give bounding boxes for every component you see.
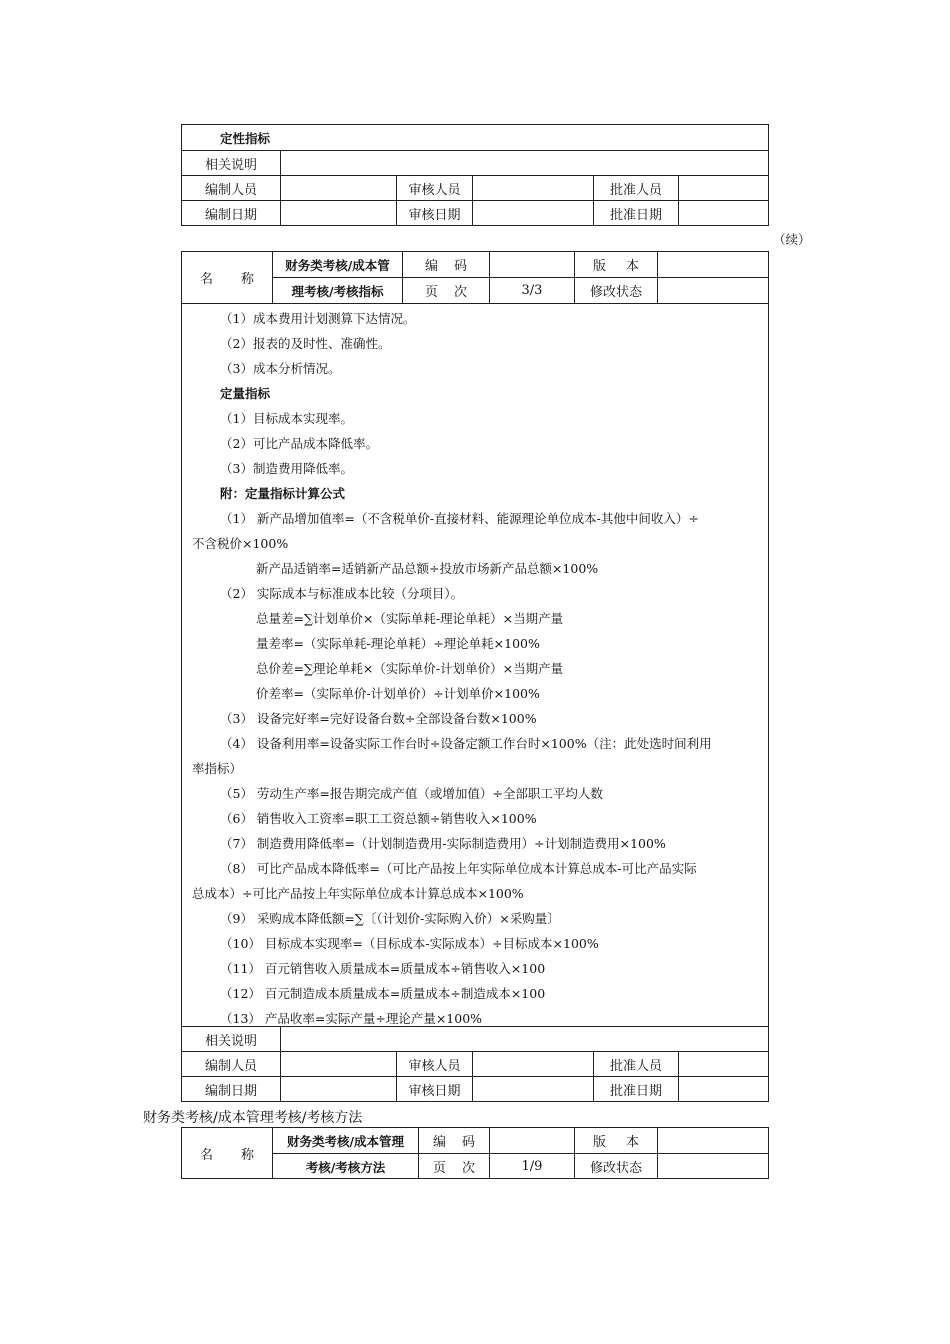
page-value: 1/9 [521, 1159, 543, 1174]
approver-label: 批准人员 [609, 183, 662, 198]
review-date-label: 审核日期 [408, 1084, 461, 1099]
edit-date-label: 编制日期 [204, 1084, 257, 1099]
qualitative-header: 定性指标 [220, 130, 271, 146]
content-line: （2）可比产品成本降低率。 [220, 436, 378, 451]
reviewer-label: 审核人员 [408, 183, 461, 198]
version-label-2: 本 [625, 1135, 639, 1150]
content-line: （7） 制造费用降低率=（计划制造费用-实际制造费用）÷计划制造费用×100% [220, 836, 666, 851]
editor-label: 编制人员 [204, 183, 257, 198]
code-label-1: 编 [433, 1135, 447, 1150]
content-line: （9） 采购成本降低额=∑〔（计划价-实际购入价）×采购量〕 [220, 911, 560, 926]
related-row [182, 1026, 768, 1052]
content-line: （13） 产品收率=实际产量÷理论产量×100% [220, 1011, 483, 1026]
content-line: （1）目标成本实现率。 [220, 411, 353, 426]
name-value-line1: 财务类考核/成本管 [285, 257, 390, 273]
continued-label: （续） [773, 232, 811, 247]
related-label: 相关说明 [204, 1034, 257, 1049]
editor-value[interactable] [280, 1052, 396, 1077]
revision-value[interactable] [657, 1154, 768, 1179]
content-line: （11） 百元销售收入质量成本=质量成本÷销售收入×100 [220, 961, 546, 976]
date-row [182, 1076, 768, 1102]
content-line: 不含税价×100% [192, 536, 289, 551]
related-label: 相关说明 [204, 158, 257, 173]
content-line: （10） 目标成本实现率=（目标成本-实际成本）÷目标成本×100% [220, 936, 599, 951]
content-line: 总成本）÷可比产品按上年实际单位成本计算总成本×100% [192, 886, 524, 901]
section-title: 财务类考核/成本管理考核/考核方法 [143, 1110, 363, 1126]
page-label-1: 页 [433, 1161, 447, 1176]
content-line: 率指标） [192, 761, 243, 776]
name-label-1: 名 [200, 272, 214, 287]
related-row [182, 150, 768, 176]
editor-value[interactable] [280, 176, 396, 201]
review-date-label: 审核日期 [408, 208, 461, 223]
top-table [181, 124, 769, 226]
version-value[interactable] [657, 252, 768, 277]
approve-date-label: 批准日期 [609, 1084, 662, 1099]
version-label-2: 本 [625, 259, 639, 274]
name-label-2: 称 [240, 1148, 254, 1163]
main-table [181, 251, 769, 1102]
name-value-line2: 考核/考核方法 [305, 1159, 386, 1175]
revision-value[interactable] [657, 278, 768, 303]
approver-value[interactable] [678, 1052, 768, 1077]
review-date-value[interactable] [472, 201, 593, 226]
content-line: （4） 设备利用率=设备实际工作台时÷设备定额工作台时×100%（注：此处选时间利用 [220, 736, 712, 751]
content-line: （8） 可比产品成本降低率=（可比产品按上年实际单位成本计算总成本-可比产品实际 [220, 861, 697, 876]
edit-date-value[interactable] [280, 1077, 396, 1102]
approve-date-label: 批准日期 [609, 208, 662, 223]
content-line: （1）成本费用计划测算下达情况。 [220, 311, 416, 326]
reviewer-value[interactable] [472, 1052, 593, 1077]
content-line: 价差率=（实际单价-计划单价）÷计划单价×100% [256, 686, 540, 701]
code-label-1: 编 [425, 259, 439, 274]
revision-label: 修改状态 [589, 285, 642, 300]
approver-value[interactable] [678, 176, 768, 201]
content-line: （3） 设备完好率=完好设备台数÷全部设备台数×100% [220, 711, 537, 726]
related-value[interactable] [280, 1027, 768, 1052]
content-line: （3）成本分析情况。 [220, 361, 341, 376]
header-row [182, 252, 768, 303]
related-value[interactable] [280, 151, 768, 176]
reviewer-value[interactable] [472, 176, 593, 201]
name-value-line2: 理考核/考核指标 [291, 283, 384, 299]
content-line: （5） 劳动生产率=报告期完成产值（或增加值）÷全部职工平均人数 [220, 786, 603, 801]
code-label-2: 码 [461, 1135, 475, 1150]
content-line: 量差率=（实际单耗-理论单耗）÷理论单耗×100% [256, 636, 540, 651]
revision-label: 修改状态 [589, 1161, 642, 1176]
edit-date-value[interactable] [280, 201, 396, 226]
quantitative-heading: 定量指标 [220, 386, 271, 401]
name-label-1: 名 [200, 1148, 214, 1163]
formula-heading: 附：定量指标计算公式 [220, 486, 346, 501]
version-label-1: 版 [593, 259, 607, 274]
content-line: （2）报表的及时性、准确性。 [220, 336, 391, 351]
editor-label: 编制人员 [204, 1059, 257, 1074]
content-line: 新产品适销率=适销新产品总额÷投放市场新产品总额×100% [256, 561, 599, 576]
content-area [182, 303, 768, 1027]
reviewer-label: 审核人员 [408, 1059, 461, 1074]
content-line: （2） 实际成本与标准成本比较（分项目）。 [220, 586, 464, 601]
content-line: （6） 销售收入工资率=职工工资总额÷销售收入×100% [220, 811, 537, 826]
code-value[interactable] [489, 1128, 574, 1153]
content-line: （1） 新产品增加值率=（不含税单价-直接材料、能源理论单位成本-其他中间收入）÷ [220, 511, 699, 526]
page-value: 3/3 [521, 283, 543, 298]
header-row [182, 1128, 768, 1179]
content-line: 总价差=∑理论单耗×（实际单价-计划单价）×当期产量 [256, 661, 564, 676]
page-label-2: 次 [453, 285, 467, 300]
editor-row [182, 1051, 768, 1077]
editor-row [182, 175, 768, 201]
approve-date-value[interactable] [678, 1077, 768, 1102]
page-label-1: 页 [425, 285, 439, 300]
content-line: （3）制造费用降低率。 [220, 461, 353, 476]
edit-date-label: 编制日期 [204, 208, 257, 223]
page-label-2: 次 [461, 1161, 475, 1176]
bottom-table [181, 1127, 769, 1179]
version-label-1: 版 [593, 1135, 607, 1150]
name-label-2: 称 [240, 272, 254, 287]
content-line: 总量差=∑计划单价×（实际单耗-理论单耗）×当期产量 [256, 611, 564, 626]
content-line: （12） 百元制造成本质量成本=质量成本÷制造成本×100 [220, 986, 546, 1001]
review-date-value[interactable] [472, 1077, 593, 1102]
code-label-2: 码 [453, 259, 467, 274]
version-value[interactable] [657, 1128, 768, 1153]
approve-date-value[interactable] [678, 201, 768, 226]
code-value[interactable] [489, 252, 574, 277]
date-row [182, 200, 768, 226]
name-value-line1: 财务类考核/成本管理 [286, 1133, 405, 1149]
approver-label: 批准人员 [609, 1059, 662, 1074]
qualitative-row [182, 125, 768, 150]
